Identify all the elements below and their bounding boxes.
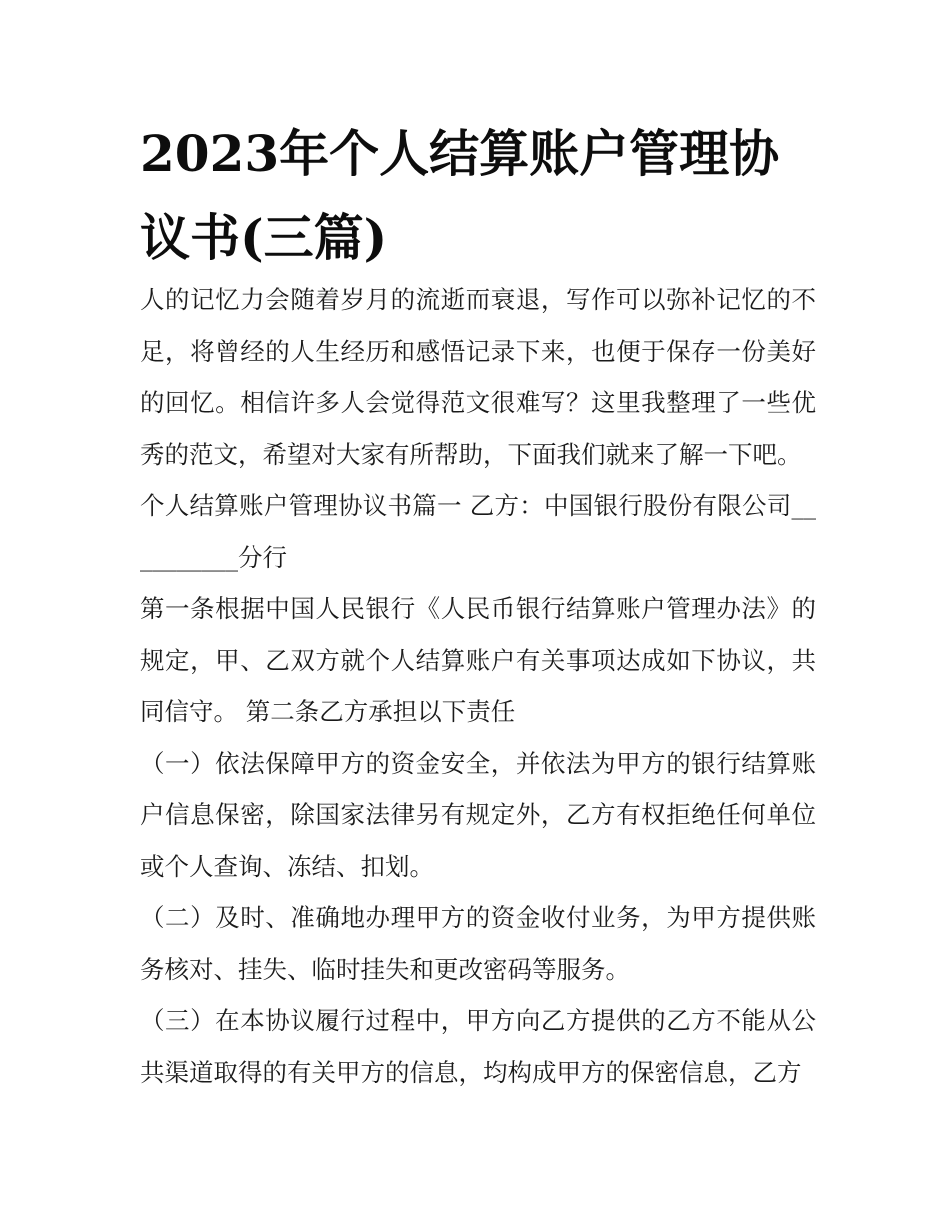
agreement-header-paragraph: 个人结算账户管理协议书篇一 乙方：中国银行股份有限公司__________分行 (140, 491, 816, 572)
document-body (140, 274, 816, 1098)
article-one-paragraph: 第一条根据中国人民银行《人民币银行结算账户管理办法》的规定，甲、乙双方就个人结算账户有关事项达成如下协议，共同信守。 第二条乙方承担以下责任 (140, 594, 816, 726)
intro-paragraph: 人的记忆力会随着岁月的流逝而衰退，写作可以弥补记忆的不足，将曾经的人生经历和感悟记录下来，也便于保存一份美好的回忆。相信许多人会觉得范文很难写？这里我整理了一些优秀的范文，希望对大家有所帮助，下面我们就来了解一下吧。 (140, 285, 816, 469)
clause-three-paragraph: （三）在本协议履行过程中，甲方向乙方提供的乙方不能从公共渠道取得的有关甲方的信息，均构成甲方的保密信息，乙方 (140, 1006, 816, 1087)
clause-two-paragraph: （二）及时、准确地办理甲方的资金收付业务，为甲方提供账务核对、挂失、临时挂失和更改密码等服务。 (140, 903, 816, 984)
clause-one-paragraph: （一）依法保障甲方的资金安全，并依法为甲方的银行结算账户信息保密，除国家法律另有规定外，乙方有权拒绝任何单位或个人查询、冻结、扣划。 (140, 748, 816, 881)
document-title: 2023年个人结算账户管理协议书(三篇) (140, 124, 780, 267)
